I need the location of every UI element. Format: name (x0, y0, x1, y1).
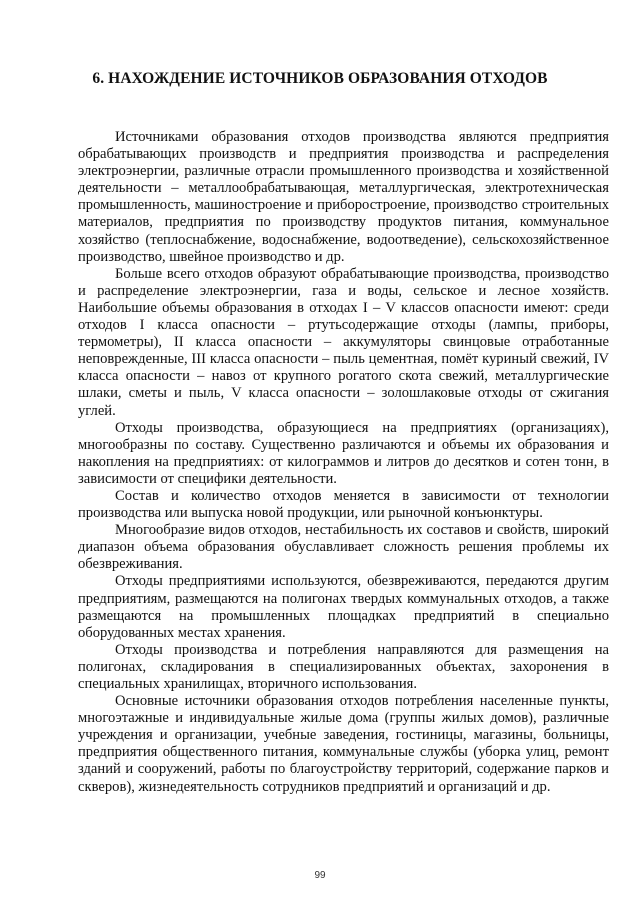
paragraph: Источниками образования отходов производства являются предприятия обрабатывающих производств и предприятия производства и распределения электроэнергии, различные отрасли промышленного производства и хозяйственной деятельности – металлообрабатывающая, металлургическая, электротехническая промышленность, машиностроение и приборостроение, производство строительных материалов, предприятия по производству продуктов питания, коммунальное хозяйство (теплоснабжение, водоснабжение, водоотведение), сельскохозяйственное производство, швейное производство и др. (78, 129, 609, 265)
paragraph: Отходы предприятиями используются, обезвреживаются, передаются другим предприятиям, размещаются на полигонах твердых коммунальных отходов, а также размещаются на промышленных площадках предприятий в специально оборудованных местах хранения. (78, 573, 609, 641)
page-number: 99 (314, 870, 326, 881)
paragraph: Отходы производства и потребления направляются для размещения на полигонах, складирования в специализированных объектах, захоронения в специальных хранилищах, вторичного использования. (78, 641, 609, 692)
paragraph: Отходы производства, образующиеся на предприятиях (организациях), многообразны по составу. Существенно различаются и объемы их образования и накопления на предприятиях: от килограммов и литров до десятков и сотен тонн, в зависимости от специфики деятельности. (78, 419, 609, 487)
paragraph: Многообразие видов отходов, нестабильность их составов и свойств, широкий диапазон объема образования обуславливает сложность решения проблемы их обезвреживания. (78, 522, 609, 573)
paragraph: Больше всего отходов образуют обрабатывающие производства, производство и распределение электроэнергии, газа и воды, сельское и лесное хозяйств. Наибольшие объемы образования в отходах I – V классов опасности имеют: среди отходов I класса опасности – ртутьсодержащие отходы (лампы, приборы, термометры), II класса опасности – аккумуляторы свинцовые отработанные неповрежденные, III класса опасности – пыль цементная, помёт куриный свежий, IV класса опасности – навоз от крупного рогатого скота свежий, металлургические шлаки, сметы и пыль, V класса опасности – золошлаковые отходы от сжигания углей. (78, 265, 609, 419)
section-title: 6. НАХОЖДЕНИЕ ИСТОЧНИКОВ ОБРАЗОВАНИЯ ОТХОДОВ (92, 70, 548, 87)
body-text (78, 129, 609, 796)
paragraph: Состав и количество отходов меняется в зависимости от технологии производства или выпуска новой продукции, или рыночной конъюнктуры. (78, 487, 609, 522)
paragraph: Основные источники образования отходов потребления населенные пункты, многоэтажные и индивидуальные жилые дома (группы жилых домов), различные учреждения и организации, учебные заведения, гостиницы, магазины, больницы, предприятия общественного питания, коммунальные службы (уборка улиц, ремонт зданий и сооружений, работы по благоустройству территорий, содержание парков и скверов), жизнедеятельность сотрудников предприятий и организаций и др. (78, 693, 609, 795)
